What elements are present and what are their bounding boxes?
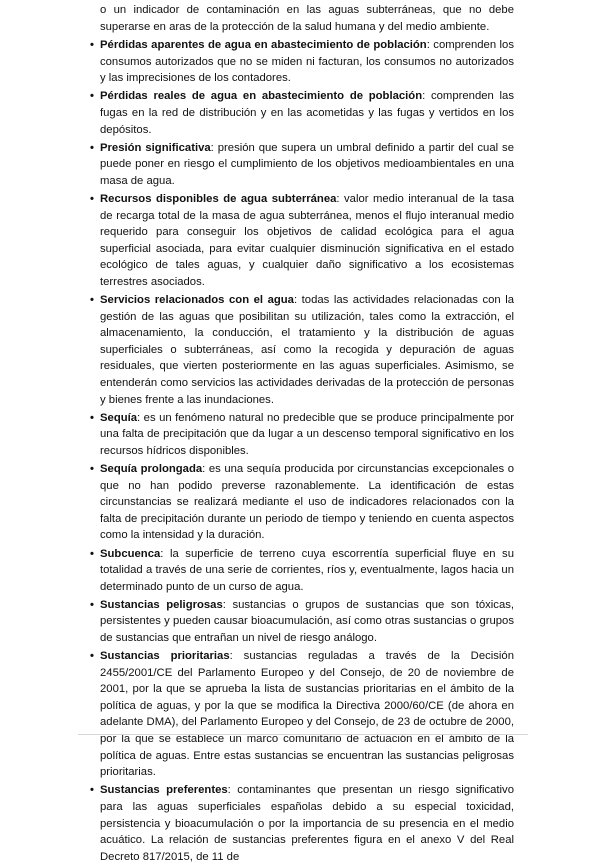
bullet-icon: • (90, 598, 94, 611)
bullet-icon: • (90, 39, 94, 52)
definition-text: : comprenden las fugas en la red de distribución y en las acometidas y las fugas y vertidos en los depósitos. (100, 90, 514, 136)
definition-text: : es una sequía producida por circunstancias excepcionales o que no han podido preverse razonablemente. La identificación de estas circunstancias se realizará mediante el uso de indicadores relacionados con la falta de precipitación durante un periodo de tiempo y teniendo en cuenta aspectos como la intensidad y la duración. (100, 463, 514, 542)
definition-item (90, 88, 514, 138)
bullet-icon: • (90, 411, 94, 424)
definition-term: Sustancias preferentes (100, 784, 228, 797)
definition-text: : sustancias reguladas a través de la Decisión 2455/2001/CE del Parlamento Europeo y del Consejo, de 20 de noviembre de 2001, por la que se aprueba la lista de sustancias prioritarias en el ámbito de la política de aguas, y por la que se modifica la Directiva 2000/60/CE (de ahora en adelante DMA), del Parlamento Europeo y del Consejo, de 23 de octubre de 2000, por la que se establece un marco comunitario de actuación en el ámbito de la política de aguas. Entre estas sustancias se encuentran las sustancias peligrosas prioritarias. (100, 650, 515, 779)
definition-item (90, 37, 514, 87)
lead-paragraph: o un indicador de contaminación en las aguas subterráneas, que no debe superarse en aras de la protección de la salud humana y del medio ambiente. (100, 4, 514, 33)
definition-text: : es un fenómeno natural no predecible que se produce principalmente por una falta de precipitación que da lugar a un descenso temporal significativo en los recursos hídricos disponibles. (100, 411, 514, 457)
definition-term: Subcuenca (100, 547, 161, 560)
definition-text: : todas las actividades relacionadas con la gestión de las aguas que posibilitan su utilización, tales como la extracción, el almacenamiento, la conducción, el tratamiento y la distribución de aguas superficiales o subterráneas, así como la recogida y depuración de aguas residuales, que vierten posteriormente en las aguas superficiales. Asimismo, se entenderán como servicios las actividades derivadas de la protección de personas y bienes frente a las inundaciones. (100, 294, 514, 406)
definition-term: Presión significativa (100, 141, 211, 154)
definition-term: Pérdidas reales de agua en abastecimiento de población (100, 90, 423, 103)
definition-term: Servicios relacionados con el agua (100, 294, 294, 307)
definition-term: Sustancias prioritarias (100, 650, 230, 663)
definitions-list (90, 37, 514, 865)
definition-item (90, 191, 514, 291)
definition-item (90, 410, 514, 460)
definition-text: : contaminantes que presentan un riesgo significativo para las aguas superficiales españolas debido a su especial toxicidad, persistencia y bioacumulación o por la importancia de su presencia en el medio acuático. La relación de sustancias preferentes figura en el anexo V del Real Decreto 817/2015, de 11 de (100, 784, 514, 863)
definition-text: : valor medio interanual de la tasa de recarga total de la masa de agua subterránea, menos el flujo interanual medio requerido para conseguir los objetivos de calidad ecológica para el agua superficial asociada, para evitar cualquier disminución significativa en el estado ecológico de tales aguas, y cualquier daño significativo a los ecosistemas terrestres asociados. (100, 193, 515, 288)
definition-item (90, 546, 514, 596)
bullet-icon: • (90, 463, 94, 476)
definition-text: : comprenden los consumos autorizados que no se miden ni facturan, los consumos no autorizados y las imprecisiones de los contadores. (100, 39, 514, 85)
footer-divider (78, 734, 528, 735)
bullet-icon: • (90, 547, 94, 560)
definition-term: Sequía prolongada (100, 463, 203, 476)
definition-item (90, 140, 514, 190)
bullet-icon: • (90, 650, 94, 663)
definition-item (90, 648, 514, 781)
bullet-icon: • (90, 784, 94, 797)
definition-item (90, 597, 514, 647)
definition-item (90, 461, 514, 544)
definition-item (90, 782, 514, 865)
definition-term: Sequía (100, 411, 138, 424)
definition-text: : la superficie de terreno cuya escorrentía superficial fluye en su totalidad a través de una serie de corrientes, ríos y, eventualmente, lagos hacia un determinado punto de un curso de agua. (100, 547, 514, 593)
definition-term: Pérdidas aparentes de agua en abastecimiento de población (100, 39, 427, 52)
definition-term: Sustancias peligrosas (100, 598, 223, 611)
definition-text: : presión que supera un umbral definido a partir del cual se puede poner en riesgo el cumplimiento de los objetivos medioambientales en una masa de agua. (100, 141, 514, 187)
bullet-icon: • (90, 193, 94, 206)
definition-item (90, 292, 514, 408)
definition-text: : sustancias o grupos de sustancias que son tóxicas, persistentes y pueden causar bioacumulación, así como otras sustancias o grupos de sustancias que entrañan un nivel de riesgo análogo. (100, 598, 515, 644)
bullet-icon: • (90, 294, 94, 307)
document-body (90, 2, 514, 867)
bullet-icon: • (90, 141, 94, 154)
bullet-icon: • (90, 90, 94, 103)
definition-term: Recursos disponibles de agua subterránea (100, 193, 337, 206)
